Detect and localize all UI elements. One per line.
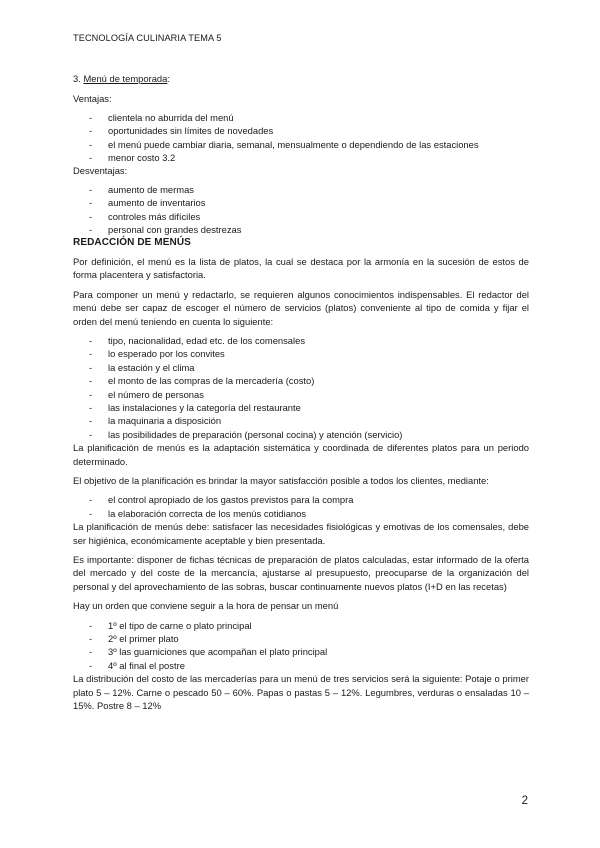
paragraph-planning: La planificación de menús es la adaptación sistemática y coordinada de diferentes platos para un periodo determinado.: [73, 442, 529, 467]
list-item: - la estación y el clima: [73, 361, 529, 374]
list-item: - tipo, nacionalidad, edad etc. de los comensales: [73, 334, 529, 347]
list-item: - 1º el tipo de carne o plato principal: [73, 619, 529, 632]
section-title-text: Menú de temporada: [83, 73, 168, 84]
section-title-colon: :: [167, 73, 170, 84]
list-item: - las posibilidades de preparación (personal cocina) y atención (servicio): [73, 428, 529, 441]
list-item: - aumento de mermas: [73, 183, 529, 196]
paragraph-definition: Por definición, el menú es la lista de platos, la cual se destaca por la armonía en la sucesión de estos de forma placentera y satisfactoria.: [73, 255, 529, 281]
document-header: TECNOLOGÍA CULINARIA TEMA 5: [73, 33, 222, 43]
list-item: - lo esperado por los convites: [73, 347, 529, 360]
list-item: - controles más difíciles: [73, 210, 529, 223]
section-title: [73, 72, 529, 85]
page-number: 2: [521, 795, 528, 807]
list-item: - 3º las guarniciones que acompañan el plato principal: [73, 645, 529, 658]
ventajas-label: Ventajas:: [73, 93, 112, 105]
objective-list: [73, 493, 529, 520]
paragraph-composition: Para componer un menú y redactarlo, se requieren algunos conocimientos indispensables. El redactor del menú debe ser capaz de escoger el número de servicios (platos) conveniente al tipo de comida y fijar el orden del menú teniendo en cuenta lo siguiente:: [73, 288, 529, 327]
section-heading: REDACCIÓN DE MENÚS: [73, 237, 191, 249]
list-item: - la maquinaria a disposición: [73, 414, 529, 427]
list-item: - la elaboración correcta de los menús cotidianos: [73, 507, 529, 520]
paragraph-cost-distribution: La distribución del costo de las mercaderías para un menú de tres servicios será la siguiente: Potaje o primer plato 5 – 12%. Carne o pescado 50 – 60%. Papas o pastas 5 – 12%. Legumbres, verduras o ensaladas 10 – 15%. Postre 8 – 12%: [73, 673, 529, 712]
list-item: - personal con grandes destrezas: [73, 223, 529, 236]
desventajas-label: Desventajas:: [73, 165, 128, 177]
paragraph-objective: El objetivo de la planificación es brindar la mayor satisfacción posible a todos los clientes, mediante:: [73, 474, 489, 486]
list-item: - oportunidades sin límites de novedades: [73, 124, 529, 137]
list-item: - aumento de inventarios: [73, 196, 529, 209]
desventajas-list: [73, 183, 529, 237]
section-number: 3.: [73, 73, 84, 84]
page-content: [73, 72, 529, 718]
list-item: - el número de personas: [73, 388, 529, 401]
list-item: - el menú puede cambiar diaria, semanal, mensualmente o dependiendo de las estaciones: [73, 138, 529, 151]
paragraph-important: Es importante: disponer de fichas técnicas de preparación de platos calculadas, estar informado de la oferta del mercado y del coste de la mercancía, ajustarse al presupuesto, preocuparse de la organización del personal y del aprovechamiento de las sobras, buscar continuamente nuevos platos (I+D en las recetas): [73, 554, 529, 592]
order-list: [73, 619, 529, 673]
list-item: - las instalaciones y la categoría del restaurante: [73, 401, 529, 414]
paragraph-requirements: La planificación de menús debe: satisfacer las necesidades fisiológicas y emotivas de los comensales, debe ser higiénica, económicamente aceptable y bien presentada.: [73, 521, 529, 546]
paragraph-order: Hay un orden que conviene seguir a la hora de pensar un menú: [73, 600, 339, 612]
list-item: - clientela no aburrida del menú: [73, 111, 529, 124]
list-item: - el monto de las compras de la mercadería (costo): [73, 374, 529, 387]
list-item: - menor costo 3.2: [73, 151, 529, 164]
considerations-list: [73, 334, 529, 441]
ventajas-list: [73, 111, 529, 165]
list-item: - 4º al final el postre: [73, 659, 529, 672]
list-item: - el control apropiado de los gastos previstos para la compra: [73, 493, 529, 506]
list-item: - 2º el primer plato: [73, 632, 529, 645]
